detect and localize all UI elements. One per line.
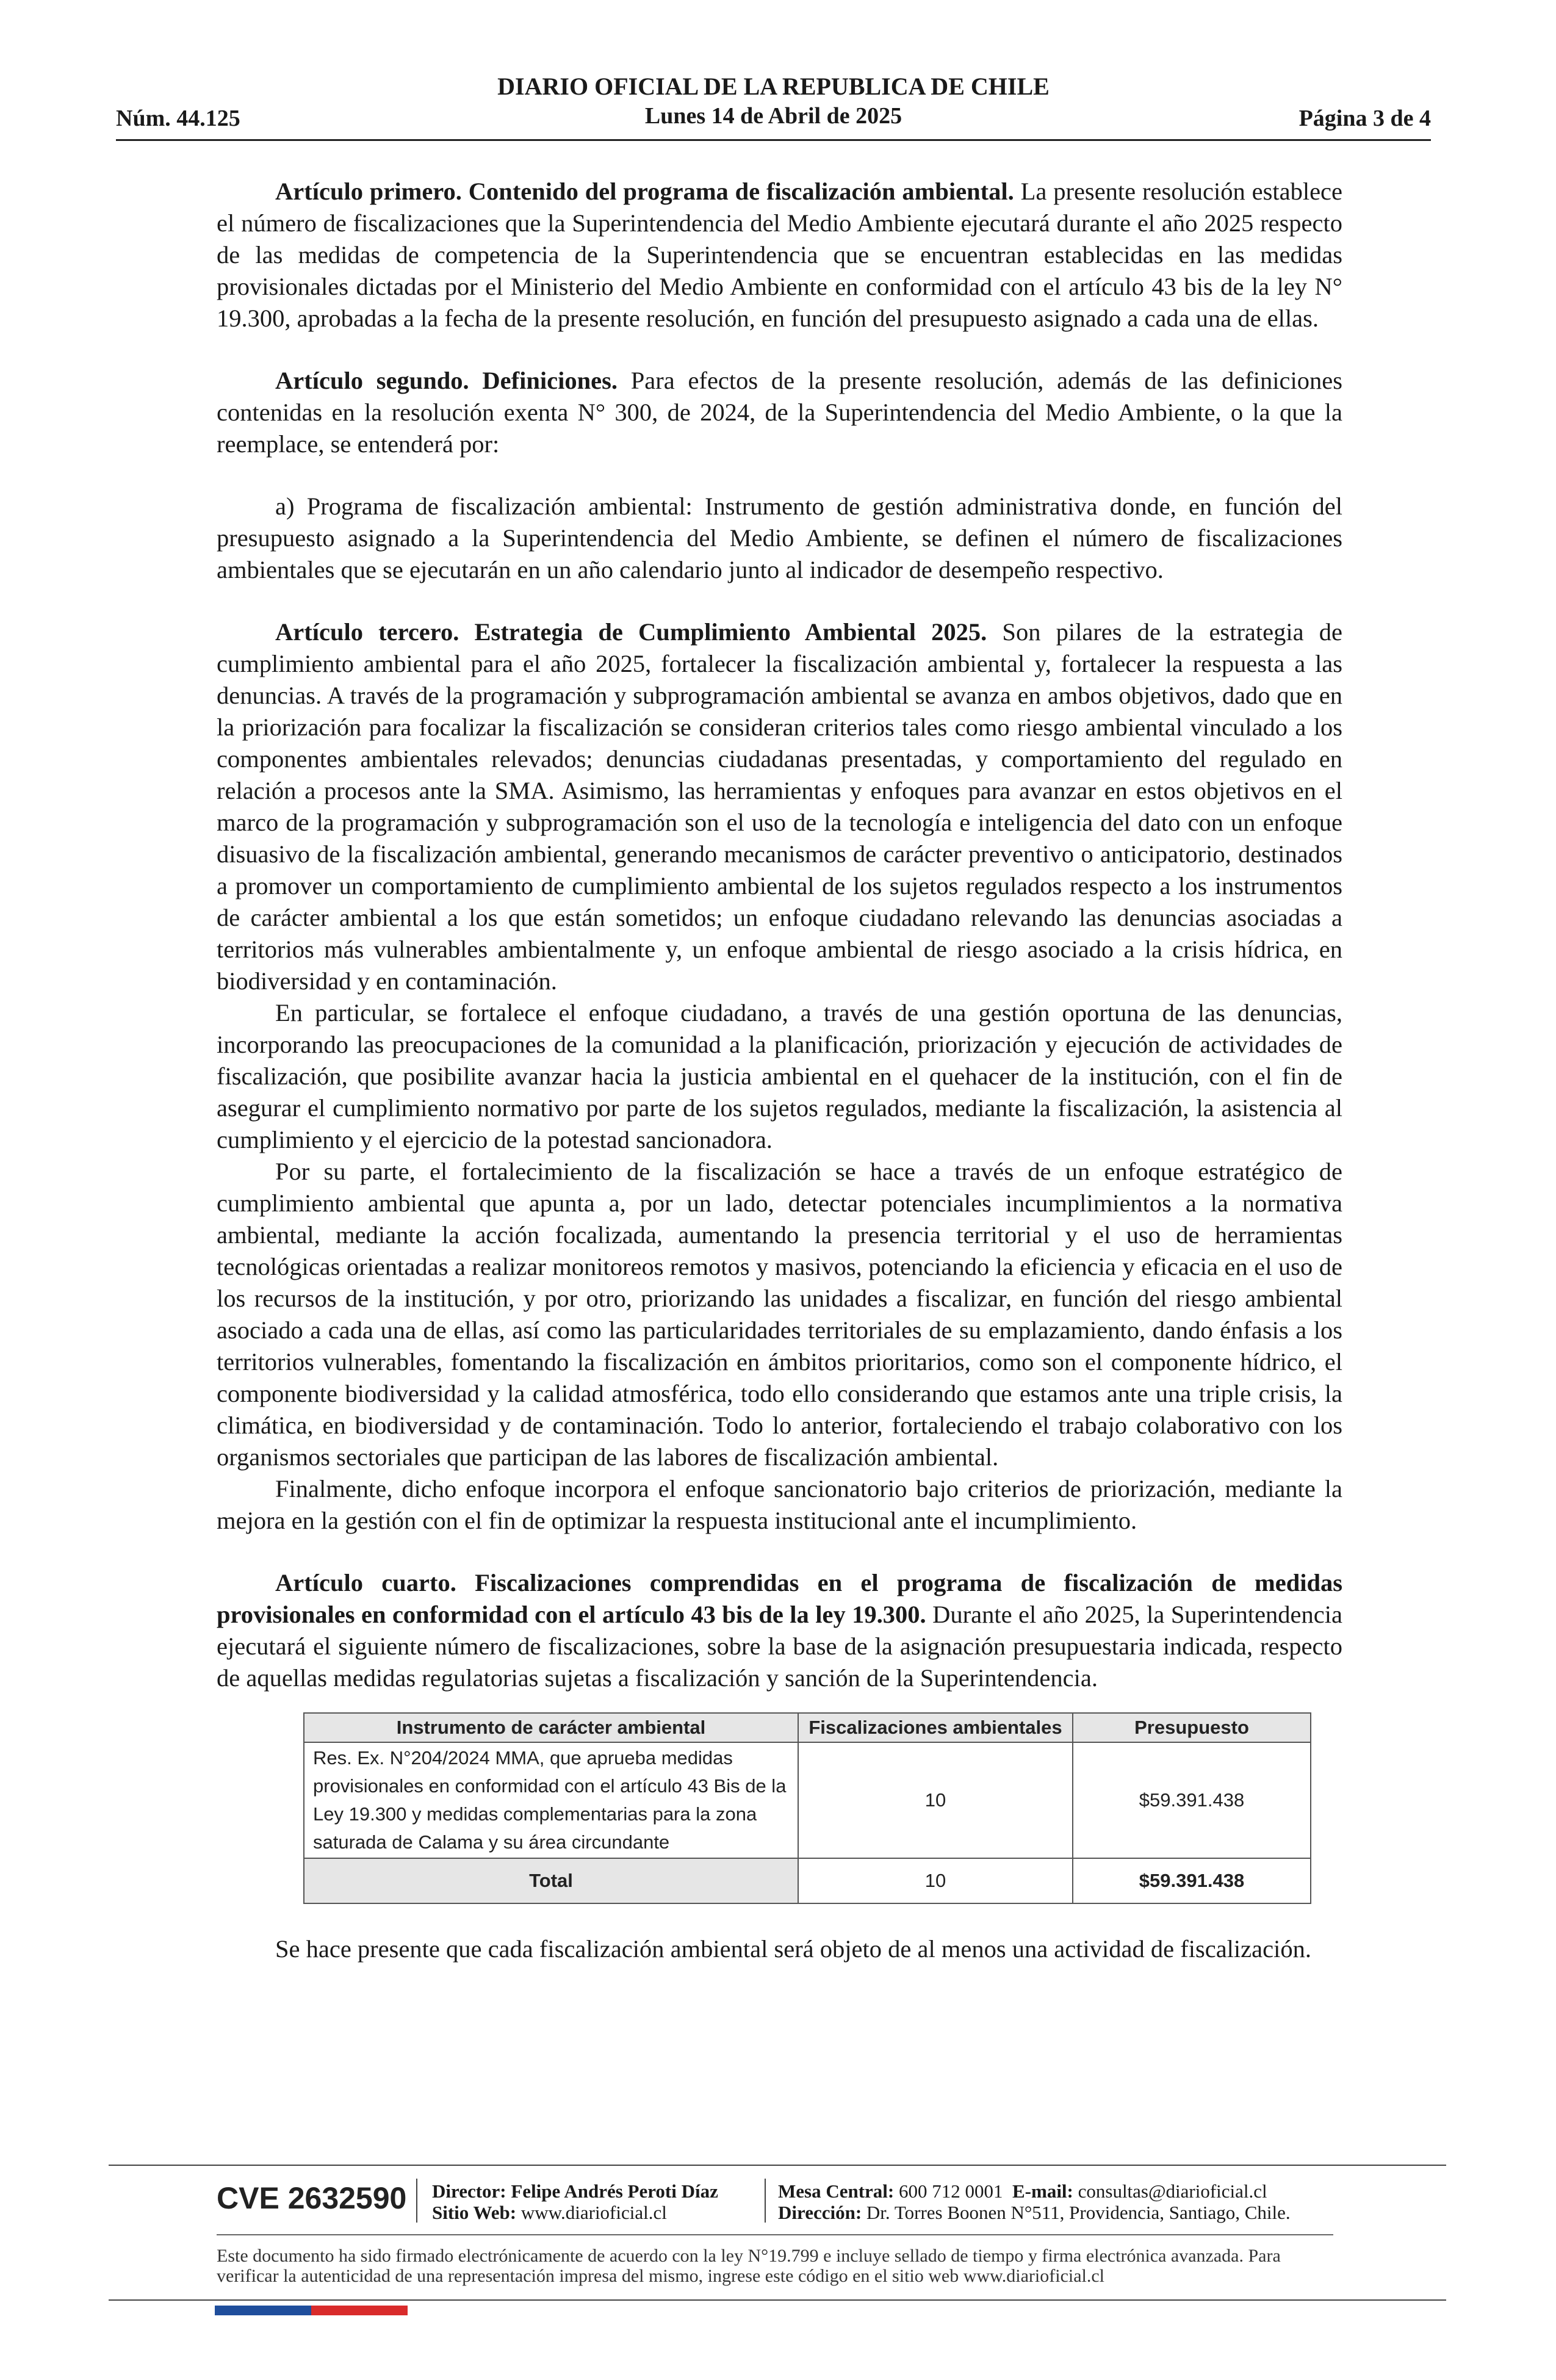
- newspaper-title: DIARIO OFICIAL DE LA REPUBLICA DE CHILE: [497, 73, 1050, 100]
- footer-separator: [765, 2179, 766, 2223]
- article-4: [217, 1567, 1342, 1694]
- director-label: Director:: [432, 2180, 506, 2202]
- article-3: [217, 616, 1342, 997]
- column-header-instrument: Instrumento de carácter ambiental: [304, 1713, 798, 1742]
- total-inspections: 10: [798, 1858, 1073, 1903]
- article-2-item-a: a) Programa de fiscalización ambiental: Instrumento de gestión administrativa donde, en función del presupuesto asignado a la Superintendencia del Medio Ambiente, se definen el número de fiscalizaciones ambientales que se ejecutarán en un año calendario junto al indicador de desempeño respectivo.: [217, 492, 1342, 583]
- article-3-text: Son pilares de la estrategia de cumplimiento ambiental para el año 2025, fortalecer la fiscalización ambiental y, fortalecer la respuesta a las denuncias. A través de la programación y subprogramación ambiental se avanza en ambos objetivos, dado que en la priorización para focalizar la fiscalización se consideran criterios tales como riesgo ambiental vinculado a los componentes ambientales relevados; denuncias ciudadanas presentadas, y comportamiento del regulado en relación a procesos ante la SMA. Asimismo, las herramientas y enfoques para avanzar en estos objetivos en el marco de la programación y subprogramación son el uso de la tecnología e inteligencia del dato con un enfoque disuasivo de la fiscalización ambiental, generando mecanismos de carácter preventivo o anticipatorio, destinados a promover un comportamiento de cumplimiento ambiental de los sujetos regulados respecto a los instrumentos de carácter ambiental a los que están sometidos; un enfoque ciudadano relevando las denuncias asociadas a territorios más vulnerables ambientalmente y, un enfoque ambiental de riesgo asociado a la crisis hídrica, en biodiversidad y en contaminación.: [217, 618, 1342, 995]
- article-1-heading: Artículo primero. Contenido del programa de fiscalización ambiental.: [275, 178, 1014, 205]
- footer-director-block: [432, 2180, 718, 2223]
- column-header-inspections: Fiscalizaciones ambientales: [798, 1713, 1073, 1742]
- article-3-heading: Artículo tercero. Estrategia de Cumplimiento Ambiental 2025.: [275, 618, 987, 646]
- article-3-paragraph-3: Por su parte, el fortalecimiento de la fiscalización se hace a través de un enfoque estratégico de cumplimiento ambiental que apunta a, por un lado, detectar potenciales incumplimientos a la normativa ambiental, mediante la acción focalizada, aumentando la presencia territorial y el uso de herramientas tecnológicas orientadas a realizar monitoreos remotos y masivos, potenciando la eficiencia y eficacia en el uso de los recursos de la institución, y por otro, priorizando las unidades a fiscalizar, en función del riesgo ambiental asociado a cada una de ellas, así como las particularidades territoriales de su emplazamiento, dando énfasis a los territorios vulnerables, fomentando la fiscalización en ámbitos prioritarios, como son el componente hídrico, el componente biodiversidad y la calidad atmosférica, todo ello considerando que estamos ante una triple crisis, la climática, en biodiversidad y de contaminación. Todo lo anterior, fortaleciendo el trabajo colaborativo con los organismos sectoriales que participan de las labores de fiscalización ambiental.: [217, 1158, 1342, 1471]
- issue-number: Núm. 44.125: [116, 106, 240, 131]
- inspections-table: [303, 1712, 1311, 1904]
- article-2-heading: Artículo segundo. Definiciones.: [275, 367, 618, 394]
- closing-paragraph: Se hace presente que cada fiscalización ambiental será objeto de al menos una actividad de fiscalización.: [275, 1935, 1311, 1963]
- column-header-budget: Presupuesto: [1073, 1713, 1311, 1742]
- article-2-text: Para efectos de la presente resolución, además de las definiciones contenidas en la resolución exenta N° 300, de 2024, de la Superintendencia del Medio Ambiente, o la que la reemplace, se entenderá por:: [217, 367, 1342, 458]
- header-divider: [116, 139, 1431, 141]
- article-1-text: La presente resolución establece el número de fiscalizaciones que la Superintendencia del Medio Ambiente ejecutará durante el año 2025 respecto de las medidas de competencia de la Superintendencia que se encuentran establecidas en las medidas provisionales dictadas por el Ministerio del Medio Ambiente en conformidad con el artículo 43 bis de la ley N° 19.300, aprobadas a la fecha de la presente resolución, en función del presupuesto asignado a cada una de ellas.: [217, 178, 1342, 332]
- flag-stripe-blue: [215, 2306, 311, 2315]
- page-indicator: Página 3 de 4: [1298, 106, 1431, 131]
- article-3-paragraph-2: En particular, se fortalece el enfoque ciudadano, a través de una gestión oportuna de las denuncias, incorporando las preocupaciones de la comunidad a la planificación, priorización y ejecución de actividades de fiscalización, que posibilite avanzar hacia la justicia ambiental en el quehacer de la institución, con el fin de asegurar el cumplimiento normativo por parte de los sujetos regulados, mediante la fiscalización, la asistencia al cumplimiento y el ejercicio de la potestad sancionadora.: [217, 999, 1342, 1153]
- total-label: Total: [304, 1858, 798, 1903]
- flag-stripe-red: [311, 2306, 408, 2315]
- site-label: Sitio Web:: [432, 2202, 517, 2223]
- issue-date: Lunes 14 de Abril de 2025: [644, 103, 902, 129]
- footer-divider-middle: [217, 2234, 1333, 2235]
- table-total-row: [304, 1858, 1311, 1903]
- address-text: Dr. Torres Boonen N°511, Providencia, Santiago, Chile.: [866, 2202, 1291, 2223]
- footer-divider-bottom: [109, 2299, 1446, 2301]
- table-row: [304, 1742, 1311, 1858]
- header-row: [116, 103, 1431, 133]
- address-label: Dirección:: [778, 2202, 862, 2223]
- site-link[interactable]: www.diarioficial.cl: [520, 2202, 667, 2223]
- article-1: [217, 176, 1342, 334]
- article-4-heading: Artículo cuarto. Fiscalizaciones comprendidas en el programa de fiscalización de medidas provisionales en conformidad con el artículo 43 bis de la ley 19.300.: [217, 1569, 1342, 1628]
- footer-separator: [416, 2179, 417, 2223]
- cell-instrument: Res. Ex. N°204/2024 MMA, que aprueba medidas provisionales en conformidad con el artículo 43 Bis de la Ley 19.300 y medidas complementarias para la zona saturada de Calama y su área circundante: [304, 1742, 798, 1858]
- signature-note: Este documento ha sido firmado electrónicamente de acuerdo con la ley N°19.799 e incluye sellado de tiempo y firma electrónica avanzada. Para verificar la autenticidad de una representación impresa del mismo, ingrese este código en el sitio web www.diarioficial.cl: [217, 2246, 1281, 2286]
- page-header: [116, 72, 1431, 145]
- table-header-row: [304, 1713, 1311, 1742]
- total-budget: $59.391.438: [1073, 1858, 1311, 1903]
- email-link[interactable]: consultas@diarioficial.cl: [1078, 2180, 1267, 2202]
- document-body: [217, 176, 1342, 1965]
- cell-inspections: 10: [798, 1742, 1073, 1858]
- footer-contact-block: [778, 2180, 1291, 2223]
- cve-code: CVE 2632590: [217, 2181, 407, 2215]
- footer-divider-top: [109, 2165, 1446, 2166]
- mesa-phone: 600 712 0001: [899, 2180, 1003, 2202]
- director-name: Felipe Andrés Peroti Díaz: [511, 2180, 718, 2202]
- mesa-label: Mesa Central:: [778, 2180, 895, 2202]
- cell-budget: $59.391.438: [1073, 1742, 1311, 1858]
- article-4-text: Durante el año 2025, la Superintendencia ejecutará el siguiente número de fiscalizaciones, sobre la base de la asignación presupuestaria indicada, respecto de aquellas medidas regulatorias sujetas a fiscalización y sanción de la Superintendencia.: [217, 1601, 1342, 1692]
- article-3-paragraph-4: Finalmente, dicho enfoque incorpora el enfoque sancionatorio bajo criterios de priorización, mediante la mejora en la gestión con el fin de optimizar la respuesta institucional ante el incumplimiento.: [217, 1475, 1342, 1534]
- article-2: [217, 365, 1342, 460]
- email-label: E-mail:: [1012, 2180, 1073, 2202]
